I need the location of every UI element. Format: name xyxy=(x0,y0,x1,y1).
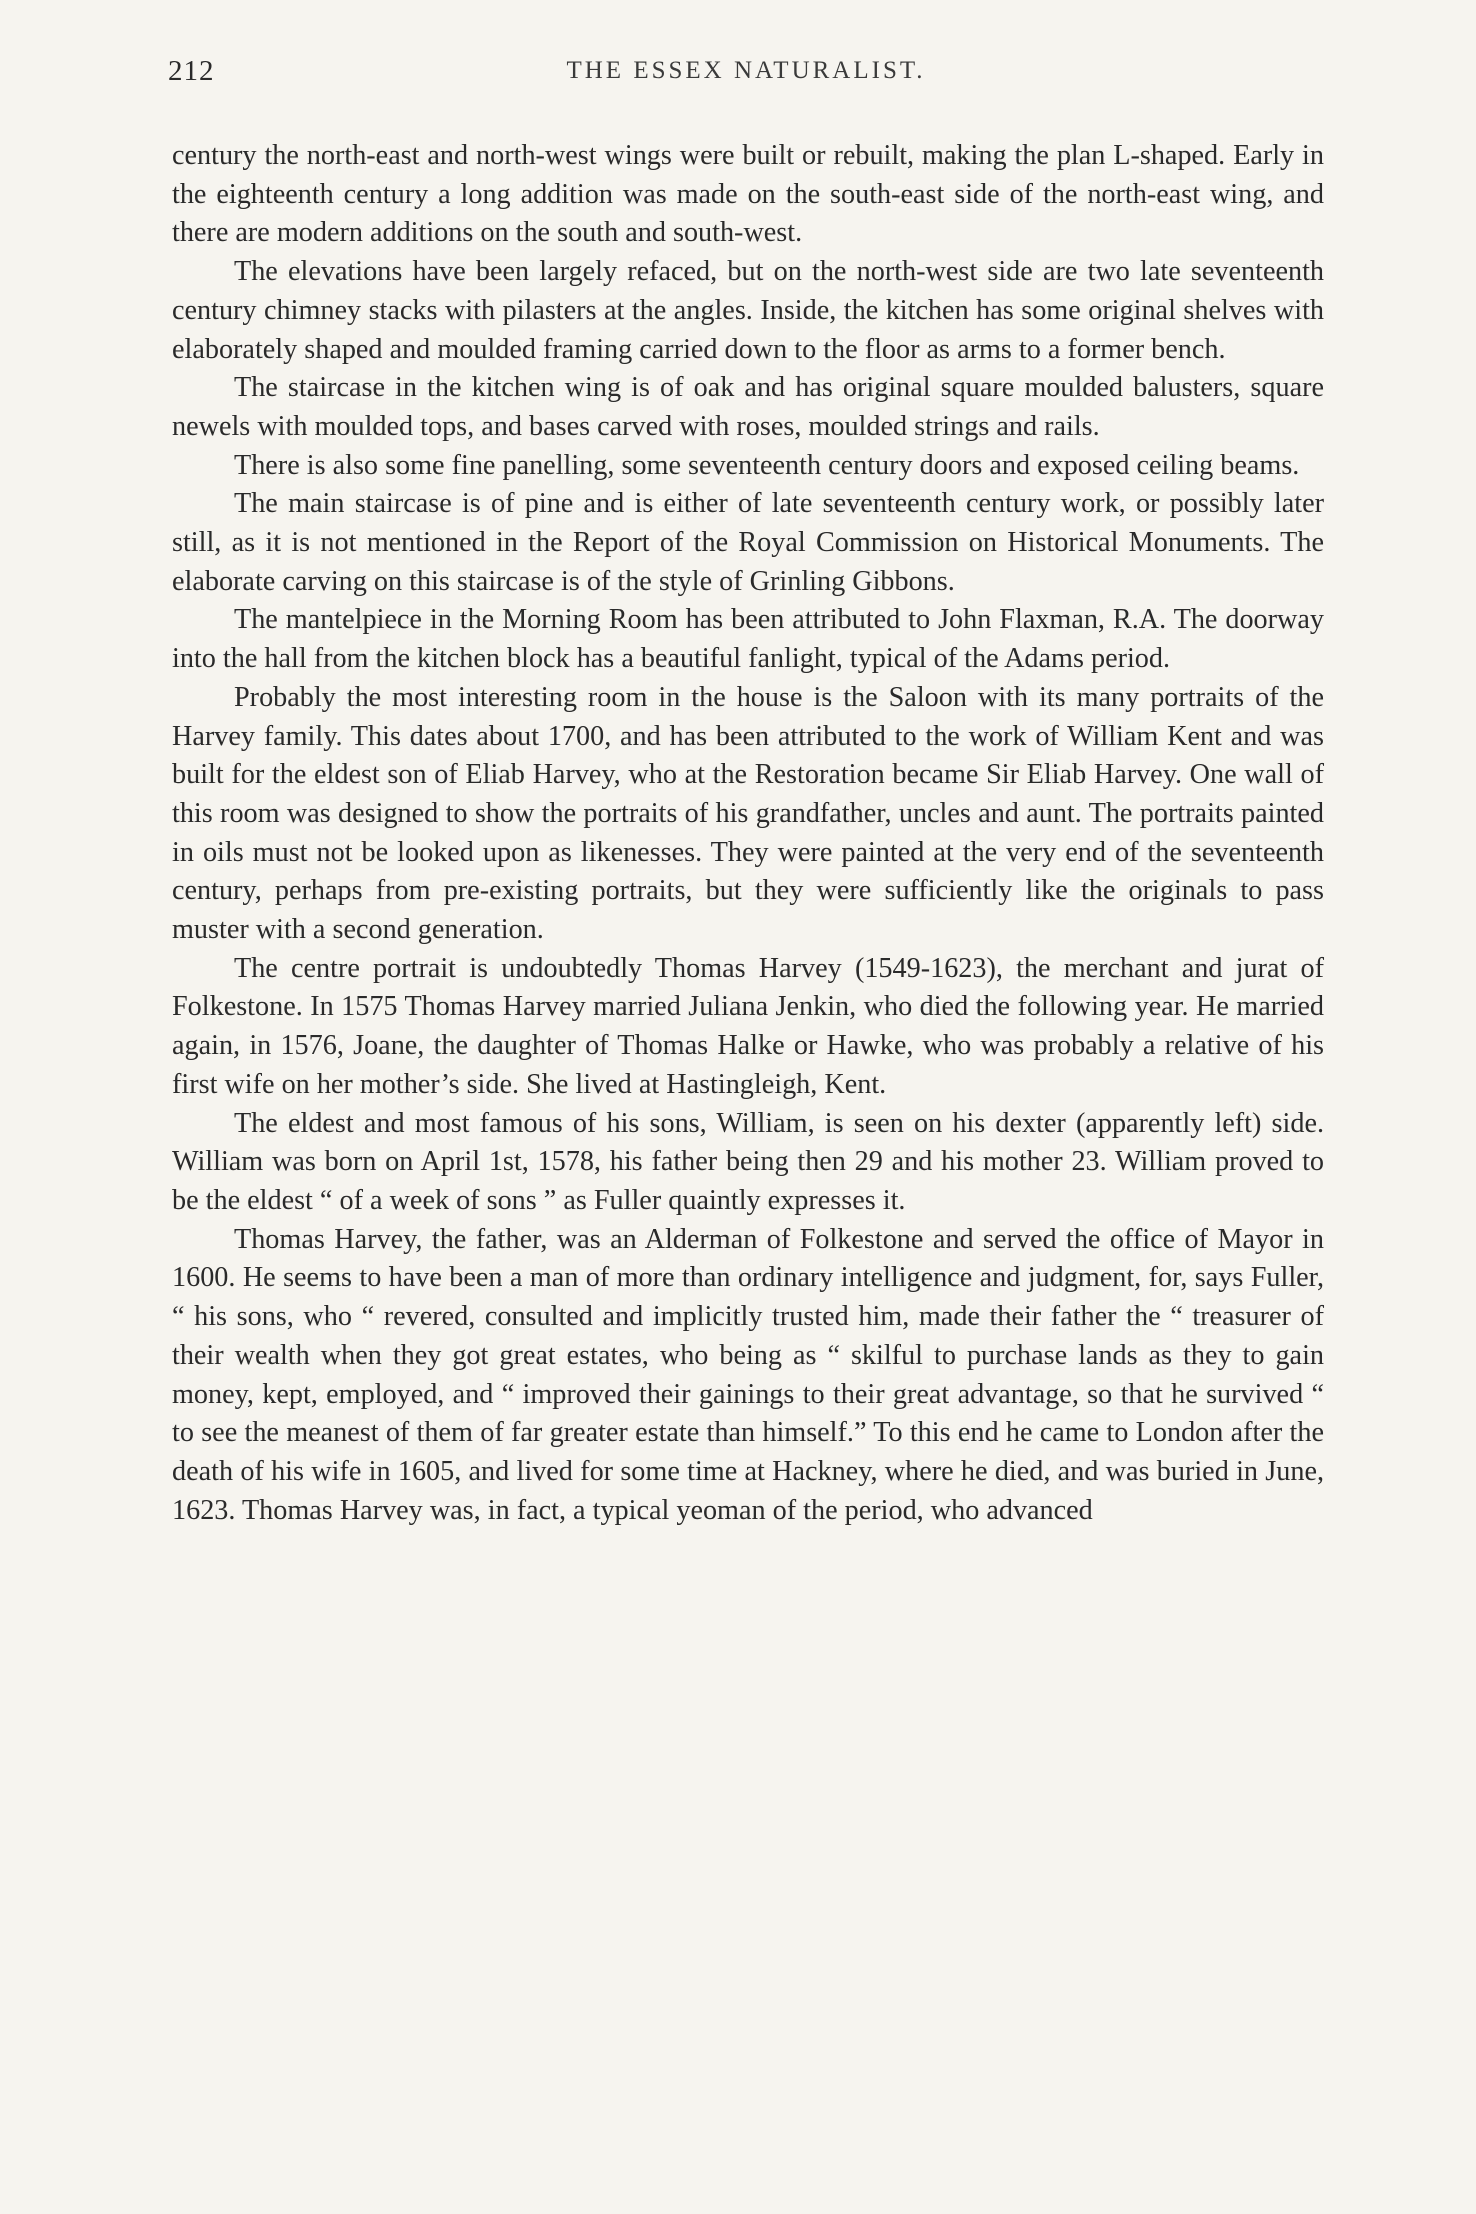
running-head xyxy=(168,55,1324,95)
paragraph: The mantelpiece in the Morning Room has been attributed to John Flaxman, R.A. The doorway into the hall from the kitchen block has a beautiful fanlight, typical of the Adams period. xyxy=(172,604,1324,675)
paragraph: The main staircase is of pine and is either of late seventeenth century work, or possibly later still, as it is not mentioned in the Report of the Royal Commission on Historical Monuments. The elaborate carving on this staircase is of the style of Grinling Gibbons. xyxy=(172,488,1324,597)
journal-title: THE ESSEX NATURALIST. xyxy=(566,57,926,84)
page-number: 212 xyxy=(168,55,215,87)
paragraph: The centre portrait is undoubtedly Thomas Harvey (1549-1623), the merchant and jurat of Folkestone. In 1575 Thomas Harvey married Juliana Jenkin, who died the following year. He married again, in 1576, Joane, the daughter of Thomas Halke or Hawke, who was probably a relative of his first wife on her mother’s side. She lived at Hastingleigh, Kent. xyxy=(172,952,1324,1100)
paragraph: There is also some fine panelling, some seventeenth century doors and exposed ceiling beams. xyxy=(234,449,1300,481)
body-text xyxy=(172,137,1324,1530)
paragraph: Thomas Harvey, the father, was an Alderman of Folkestone and served the office of Mayor in 1600. He seems to have been a man of more than ordinary intelligence and judgment, for, says Fuller, “ his sons, who “ revered, consulted and implicitly trusted him, made their father the “ treasurer of their wealth when they got great estates, who being as “ skilful to purchase lands as they to gain money, kept, employed, and “ improved their gainings to their great advantage, so that he survived “ to see the meanest of them of far greater estate than himself.” To this end he came to London after the death of his wife in 1605, and lived for some time at Hackney, where he died, and was buried in June, 1623. Thomas Harvey was, in fact, a typical yeoman of the period, who advanced xyxy=(172,1223,1324,1526)
paragraph: The eldest and most famous of his sons, William, is seen on his dexter (apparently left) side. William was born on April 1st, 1578, his father being then 29 and his mother 23. William proved to be the eldest “ of a week of sons ” as Fuller quaintly expresses it. xyxy=(172,1107,1324,1216)
paragraph: The elevations have been largely refaced, but on the north-west side are two late seventeenth century chimney stacks with pilasters at the angles. Inside, the kitchen has some original shelves with elaborately shaped and moulded framing carried down to the floor as arms to a former bench. xyxy=(172,256,1324,365)
paragraph: Probably the most interesting room in the house is the Saloon with its many portraits of the Harvey family. This dates about 1700, and has been attributed to the work of William Kent and was built for the eldest son of Eliab Harvey, who at the Restoration became Sir Eliab Harvey. One wall of this room was designed to show the portraits of his grandfather, uncles and aunt. The portraits painted in oils must not be looked upon as likenesses. They were painted at the very end of the seventeenth century, perhaps from pre-existing portraits, but they were sufficiently like the originals to pass muster with a second generation. xyxy=(172,681,1324,946)
paragraph: century the north-east and north-west wings were built or rebuilt, making the plan L-shaped. Early in the eighteenth century a long addition was made on the south-east side of the north-east wing, and there are modern additions on the south and south-west. xyxy=(172,140,1324,249)
paragraph: The staircase in the kitchen wing is of oak and has original square moulded balusters, square newels with moulded tops, and bases carved with roses, moulded strings and rails. xyxy=(172,372,1324,442)
